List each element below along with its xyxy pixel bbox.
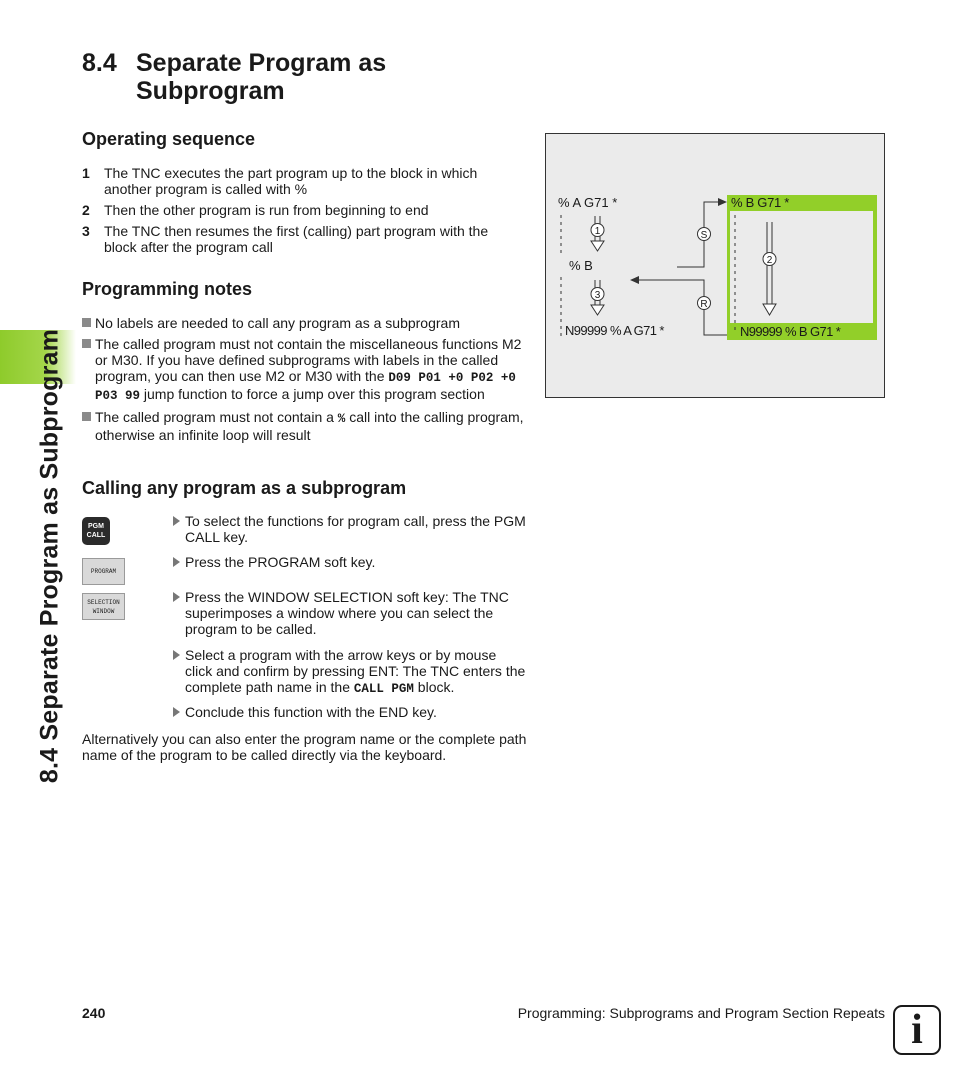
operating-sequence-heading: Operating sequence	[82, 129, 256, 149]
bullet-square-icon	[82, 412, 91, 421]
list-item: The called program must not contain the miscellaneous functions M2 or M30. If you have defined subprograms with labels in the called program, you can then use M2 or M30 with the D09 P01 +0 P02 +0 P03 99 jump function to force a jump over this program section	[82, 336, 527, 404]
step-item: Select a program with the arrow keys or by mouse click and confirm by pressing ENT: The TNC enters the complete path name in the CALL PGM block.	[172, 647, 527, 704]
triangle-right-icon	[173, 650, 180, 660]
list-item: 2 Then the other program is run from beginning to end	[82, 202, 429, 218]
diagram-svg	[546, 134, 884, 397]
list-item: 1 The TNC executes the part program up to the block in which another program is called with %	[82, 165, 478, 197]
calling-heading: Calling any program as a subprogram	[82, 478, 407, 498]
list-item: The called program must not contain a % call into the calling program, otherwise an infinite loop will result	[82, 409, 527, 443]
programming-notes-heading: Programming notes	[82, 279, 253, 299]
step-item: Conclude this function with the END key.	[172, 704, 527, 720]
program-call-diagram	[545, 133, 885, 398]
svg-text:3: 3	[594, 290, 601, 301]
svg-text:R: R	[700, 299, 708, 310]
left-start-label: % A G71 *	[558, 195, 618, 210]
chapter-number: 8.4	[82, 49, 117, 77]
selection-window-softkey: SELECTION WINDOW	[82, 593, 125, 620]
programming-notes-list	[82, 315, 527, 448]
left-end-label: N99999 % A G71 *	[565, 323, 664, 338]
bullet-square-icon	[82, 318, 91, 327]
step-item: To select the functions for program call, press the PGM CALL key.	[172, 513, 527, 554]
right-start-label: % B G71 *	[731, 195, 789, 210]
step-item: Press the PROGRAM soft key.	[172, 554, 527, 589]
chapter-title-line1: Separate Program as	[136, 49, 387, 77]
return-arrowhead	[630, 276, 639, 284]
arrow-1-head	[591, 241, 604, 251]
alternative-paragraph: Alternatively you can also enter the program name or the complete path name of the program to be called directly via the keyboard.	[82, 731, 527, 763]
triangle-right-icon	[173, 516, 180, 526]
triangle-right-icon	[173, 707, 180, 717]
arrow-3-head	[591, 305, 604, 315]
triangle-right-icon	[173, 592, 180, 602]
page-number: 240	[82, 1005, 106, 1021]
triangle-right-icon	[173, 557, 180, 567]
operating-sequence-list	[82, 165, 522, 260]
subprogram-inner	[730, 211, 873, 324]
list-item: 3 The TNC then resumes the first (calling) part program with the block after the program call	[82, 223, 489, 255]
svg-text:2: 2	[766, 255, 773, 266]
right-end-label: N99999 % B G71 *	[740, 324, 841, 339]
chapter-title	[82, 49, 386, 105]
calling-steps	[172, 513, 527, 720]
info-icon: i	[893, 1005, 941, 1055]
side-tab-title: 8.4 Separate Program as Subprogram	[35, 328, 64, 784]
bullet-square-icon	[82, 339, 91, 348]
svg-text:S: S	[700, 230, 708, 241]
chapter-title-line2: Subprogram	[136, 77, 285, 105]
jump-to-subprogram-arrowhead	[718, 198, 727, 206]
left-call-label: % B	[569, 258, 593, 273]
svg-text:1: 1	[594, 226, 601, 237]
step-item: Press the WINDOW SELECTION soft key: The TNC superimposes a window where you can select the program to be called.	[172, 589, 527, 647]
list-item: No labels are needed to call any program as a subprogram	[82, 315, 527, 331]
footer-chapter-title: Programming: Subprograms and Program Section Repeats	[517, 1005, 885, 1021]
pgm-call-key: PGM CALL	[82, 517, 110, 545]
program-softkey: PROGRAM	[82, 558, 125, 585]
